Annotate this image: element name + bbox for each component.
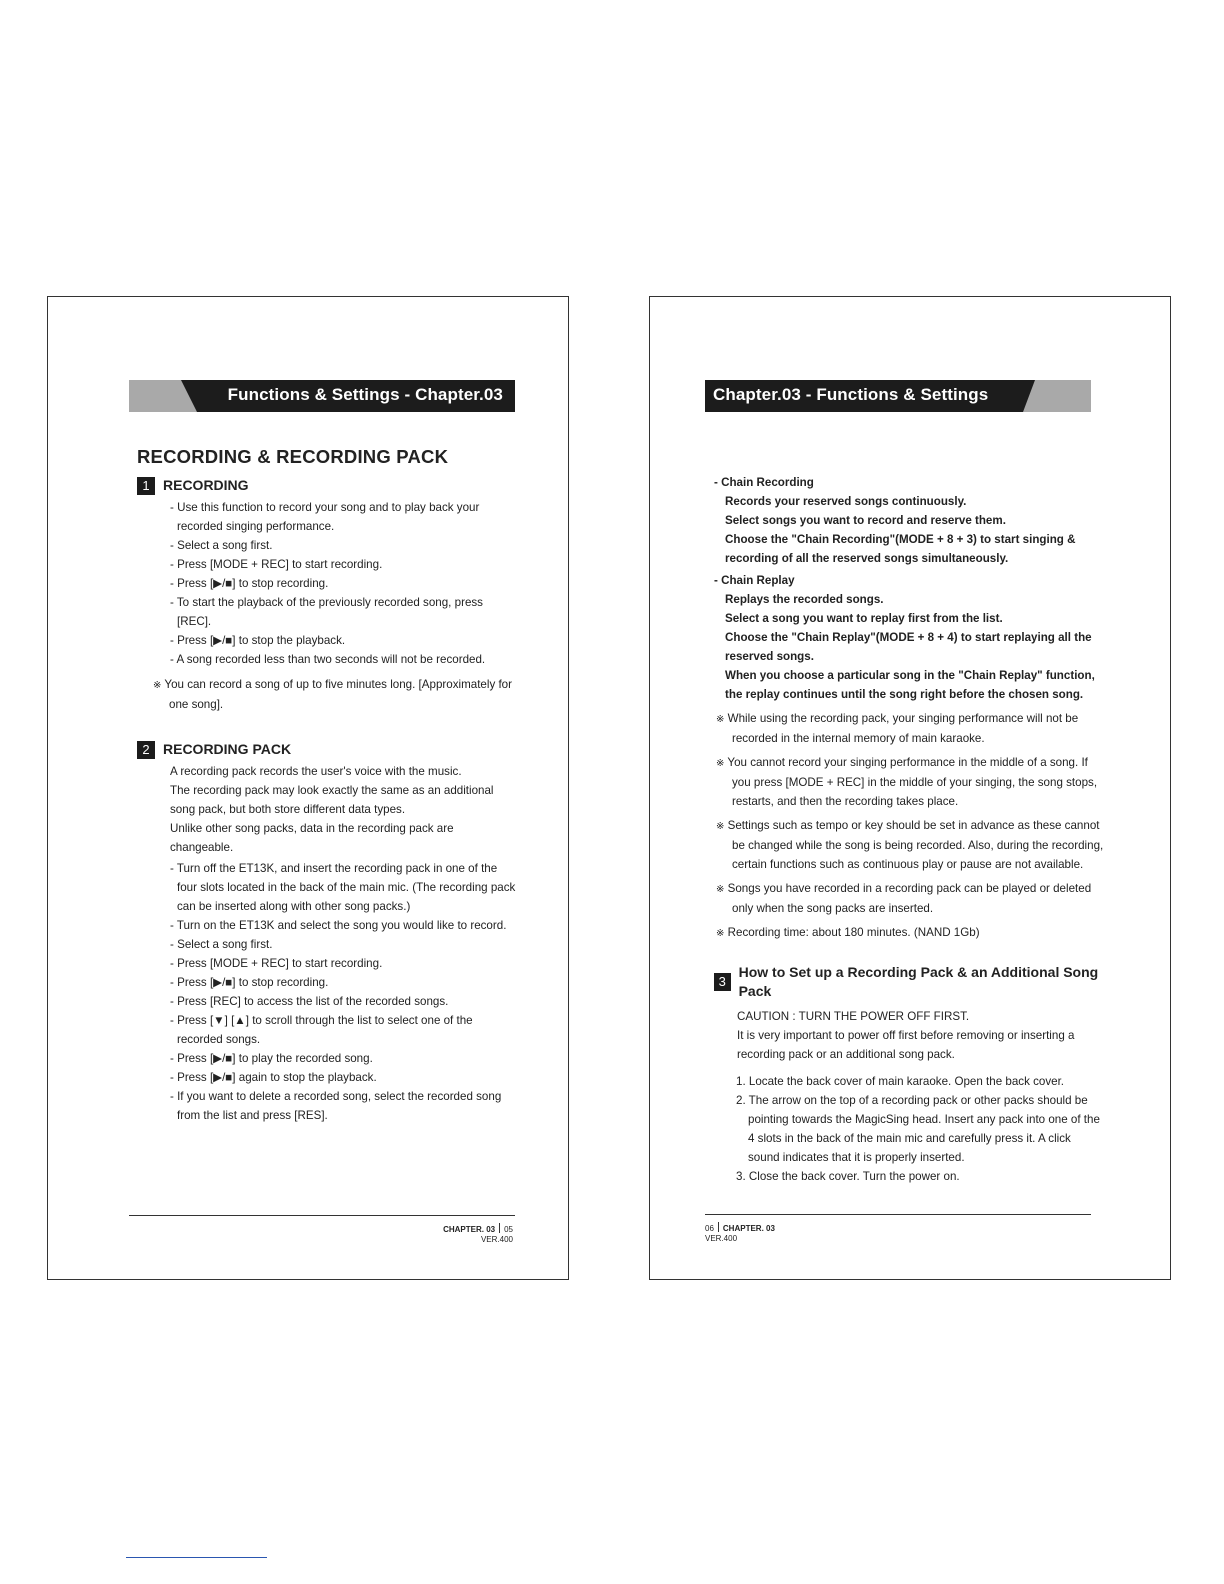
bottom-underline: [126, 1557, 267, 1558]
page-number: 05: [504, 1225, 513, 1234]
list-item: 3. Close the back cover. Turn the power on.: [736, 1170, 960, 1183]
chain-recording-block: [714, 473, 1104, 568]
list-item: - Press [MODE + REC] to start recording.: [170, 558, 383, 571]
list-item: 2. The arrow on the top of a recording pack or other packs should be pointing towards the MagicSing head. Insert any pack into one of the 4 slots in the back of the main mic and carefully press it. A click sound indicates that it is properly inserted.: [736, 1094, 1100, 1164]
list-item: - Select a song first.: [170, 938, 273, 951]
footer-divider: [705, 1214, 1091, 1215]
caution-heading: CAUTION : TURN THE POWER OFF FIRST.: [737, 1010, 970, 1023]
chapter-banner: [705, 380, 1091, 412]
note-text: Settings such as tempo or key should be set in advance as these cannot be changed while the song is being recorded. Also, during the recording, certain functions such as continuous play or pause are not available.: [727, 819, 1104, 871]
section-title: RECORDING PACK: [163, 741, 292, 757]
list-item: - Turn on the ET13K and select the song you would like to record.: [170, 919, 507, 932]
intro-line: The recording pack may look exactly the same as an additional song pack, but both store different data types.: [170, 784, 494, 816]
note-text: You can record a song of up to five minutes long. [Approximately for one song].: [164, 678, 512, 711]
list-item: - A song recorded less than two seconds will not be recorded.: [170, 653, 486, 666]
note-mark-icon: ※: [716, 821, 725, 832]
setup-steps-list: [736, 1072, 1104, 1186]
chain-line: Select songs you want to record and reserve them.: [725, 514, 1006, 527]
note-mark-icon: ※: [716, 884, 725, 895]
note: [716, 816, 1104, 874]
chain-line: Select a song you want to replay first from the list.: [725, 612, 1003, 625]
footer-chapter: CHAPTER. 03: [443, 1225, 496, 1234]
note-mark-icon: ※: [716, 714, 725, 725]
page-footer: [443, 1223, 513, 1245]
note-text: Recording time: about 180 minutes. (NAND 1Gb): [727, 926, 980, 939]
section-recording-pack-header: [137, 740, 517, 759]
list-item: - Press [MODE + REC] to start recording.: [170, 957, 383, 970]
chain-recording-label: - Chain Recording: [714, 476, 814, 489]
chain-line: Choose the "Chain Recording"(MODE + 8 + 3) to start singing & recording of all the reserved songs simultaneously.: [725, 533, 1076, 565]
chain-line: Records your reserved songs continuously.: [725, 495, 967, 508]
note-mark-icon: ※: [716, 928, 725, 939]
note-text: While using the recording pack, your singing performance will not be recorded in the internal memory of main karaoke.: [727, 712, 1079, 745]
chain-replay-block: [714, 571, 1104, 704]
list-item: - Press [▶/■] to stop recording.: [170, 577, 329, 590]
chapter-banner: [129, 380, 515, 412]
note-mark-icon: ※: [716, 758, 725, 769]
page-footer: [705, 1222, 775, 1244]
note: [716, 753, 1104, 811]
banner-title: Chapter.03 - Functions & Settings: [713, 385, 989, 404]
note: [716, 879, 1104, 918]
note-mark-icon: ※: [153, 680, 162, 691]
list-item: 1. Locate the back cover of main karaoke. Open the back cover.: [736, 1075, 1065, 1088]
list-item: - Press [▶/■] again to stop the playback.: [170, 1071, 377, 1084]
banner-title: Functions & Settings - Chapter.03: [227, 385, 503, 404]
section-number-badge: 2: [137, 741, 155, 759]
section-title: RECORDING: [163, 477, 249, 493]
chain-line: Choose the "Chain Replay"(MODE + 8 + 4) to start replaying all the reserved songs.: [725, 631, 1092, 663]
section-number-badge: 3: [714, 973, 731, 991]
section-number-badge: 1: [137, 477, 155, 495]
list-item: - Press [▶/■] to stop recording.: [170, 976, 329, 989]
footer-divider: [129, 1215, 515, 1216]
list-item: - To start the playback of the previously recorded song, press [REC].: [170, 596, 483, 628]
recording-note: [153, 675, 517, 714]
intro-line: A recording pack records the user's voice with the music.: [170, 765, 462, 778]
footer-version: VER.400: [480, 1235, 513, 1244]
chain-line: Replays the recorded songs.: [725, 593, 884, 606]
section-recording-header: [137, 476, 517, 495]
left-content: [137, 447, 517, 1125]
note-text: Songs you have recorded in a recording pack can be played or deleted only when the song packs are inserted.: [727, 882, 1092, 915]
chain-replay-label: - Chain Replay: [714, 574, 795, 587]
intro-line: Unlike other song packs, data in the recording pack are changeable.: [170, 822, 454, 854]
right-content: [714, 473, 1104, 1186]
footer-version: VER.400: [705, 1234, 738, 1243]
list-item: - If you want to delete a recorded song, select the recorded song from the list and press [RES].: [170, 1090, 502, 1122]
list-item: - Use this function to record your song and to play back your recorded singing performance.: [170, 501, 480, 533]
left-page: [47, 296, 569, 1280]
note: [716, 709, 1104, 748]
list-item: - Turn off the ET13K, and insert the recording pack in one of the four slots located in the back of the main mic. (The recording pack can be inserted along with other song packs.): [170, 862, 516, 913]
section-setup-header: [714, 963, 1104, 1001]
chain-line: When you choose a particular song in the "Chain Replay" function, the replay continues until the song right before the chosen song.: [725, 669, 1095, 701]
list-item: - Press [▶/■] to stop the playback.: [170, 634, 346, 647]
note-text: You cannot record your singing performance in the middle of a song. If you press [MODE + REC] in the middle of your singing, the song stops, restarts, and then the recording takes place.: [727, 756, 1098, 808]
list-item: - Press [▼] [▲] to scroll through the list to select one of the recorded songs.: [170, 1014, 473, 1046]
caution-text: It is very important to power off first before removing or inserting a recording pack or an additional song pack.: [737, 1029, 1075, 1061]
list-item: - Select a song first.: [170, 539, 273, 552]
page-title: RECORDING & RECORDING PACK: [137, 446, 449, 467]
section-title: How to Set up a Recording Pack & an Additional Song Pack: [738, 964, 1099, 999]
recording-steps-list: [170, 498, 517, 669]
right-page: [649, 296, 1171, 1280]
recording-pack-steps-list: [170, 859, 517, 1125]
page-number: 06: [705, 1224, 714, 1233]
recording-pack-intro: [170, 762, 517, 857]
footer-chapter: CHAPTER. 03: [722, 1224, 775, 1233]
list-item: - Press [▶/■] to play the recorded song.: [170, 1052, 373, 1065]
note: [716, 923, 1104, 943]
list-item: - Press [REC] to access the list of the recorded songs.: [170, 995, 449, 1008]
caution-block: [737, 1007, 1104, 1064]
